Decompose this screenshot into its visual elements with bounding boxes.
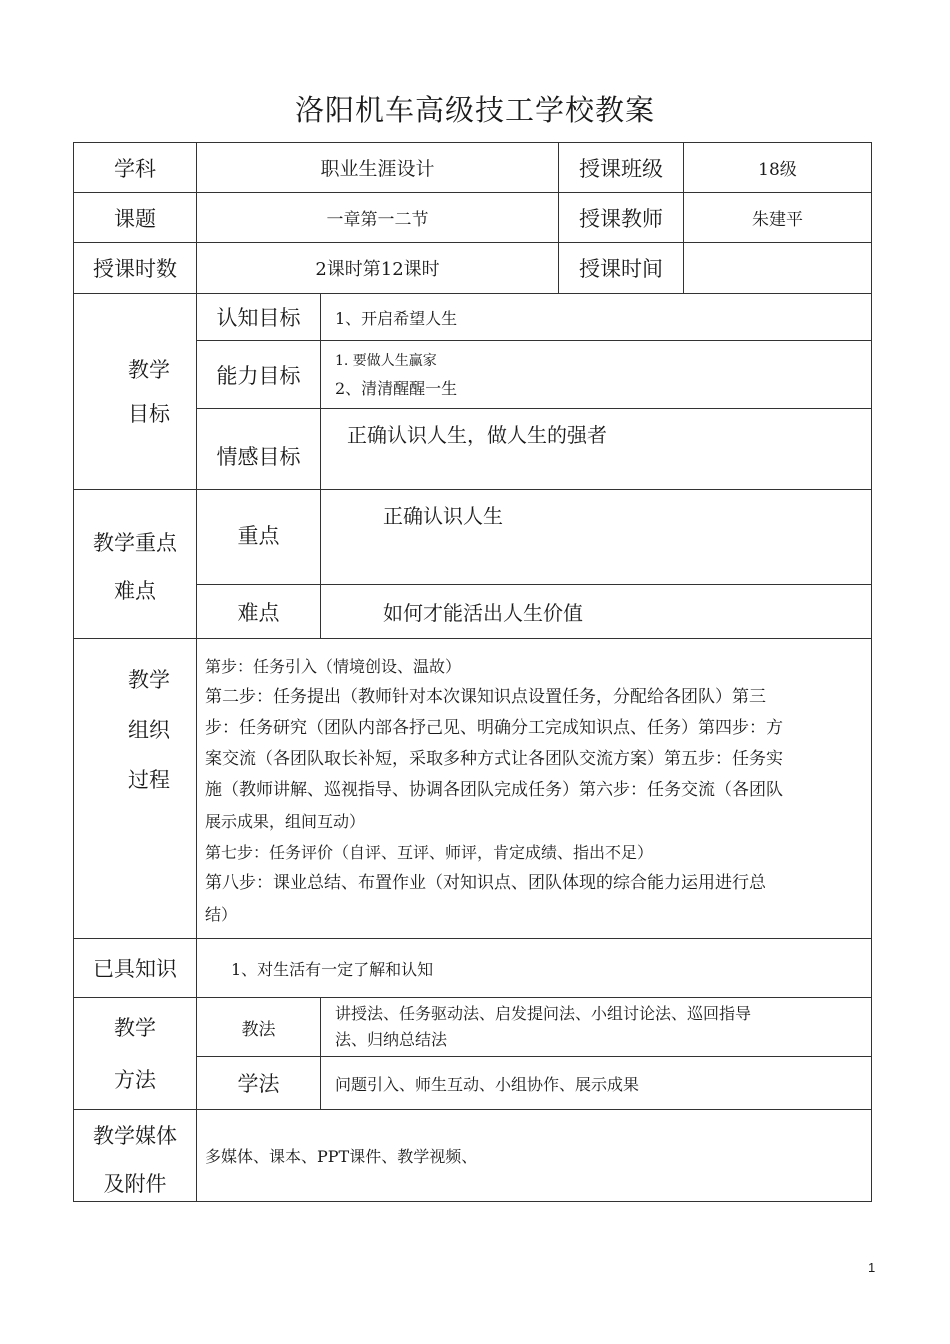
key-value: 正确认识人生 [320, 489, 872, 585]
methods-group-label: 教学 方法 [73, 997, 197, 1110]
process-content [196, 638, 872, 939]
subject-label: 学科 [73, 142, 197, 193]
time-value [683, 242, 872, 294]
process-line: 第二步：任务提出（教师针对本次课知识点设置任务，分配给各团队）第三 [205, 687, 766, 707]
media-label: 教学媒体 及附件 [73, 1109, 197, 1202]
page-number: 1 [868, 1260, 876, 1275]
teacher-value: 朱建平 [683, 192, 872, 243]
learn-label: 学法 [196, 1056, 321, 1110]
cognitive-label: 认知目标 [196, 293, 321, 341]
process-line: 展示成果，组间互动） [205, 812, 366, 831]
topic-value: 一章第一二节 [196, 192, 559, 243]
hours-label: 授课时数 [73, 242, 197, 294]
topic-label: 课题 [73, 192, 197, 243]
knowledge-value: 1、对生活有一定了解和认知 [196, 938, 872, 998]
difficult-label: 难点 [196, 584, 321, 639]
process-line: 步：任务研究（团队内部各抒己见、明确分工完成知识点、任务）第四步：方 [205, 718, 783, 738]
process-line: 第八步：课业总结、布置作业（对知识点、团队体现的综合能力运用进行总 [205, 873, 766, 893]
process-group-label: 教学 组织 过程 [73, 638, 197, 939]
process-line: 第步：任务引入（情境创设、温故） [205, 657, 462, 676]
emotion-value: 正确认识人生，做人生的强者 [320, 408, 872, 490]
process-line: 结） [205, 905, 238, 924]
knowledge-label: 已具知识 [73, 938, 197, 998]
emotion-label: 情感目标 [196, 408, 321, 490]
learn-value: 问题引入、师生互动、小组协作、展示成果 [320, 1056, 872, 1110]
process-line: 第七步：任务评价（自评、互评、师评，肯定成绩、指出不足） [205, 843, 654, 862]
cognitive-value: 1、开启希望人生 [320, 293, 872, 341]
teach-value: 讲授法、任务驱动法、启发提问法、小组讨论法、巡回指导 法、归纳总结法 [320, 997, 872, 1057]
media-value: 多媒体、课本、PPT课件、教学视频、 [196, 1109, 872, 1202]
document-title: 洛阳机车高级技工学校教案 [294, 93, 655, 127]
difficult-value: 如何才能活出人生价值 [320, 584, 872, 639]
key-label: 重点 [196, 489, 321, 585]
subject-value: 职业生涯设计 [196, 142, 559, 193]
teach-label: 教法 [196, 997, 321, 1057]
ability-value: 1. 要做人生赢家 2、清清醒醒一生 [320, 340, 872, 409]
process-line: 案交流（各团队取长补短，采取多种方式让各团队交流方案）第五步：任务实 [205, 749, 783, 769]
teacher-label: 授课教师 [558, 192, 684, 243]
hours-value: 2课时第12课时 [196, 242, 559, 294]
time-label: 授课时间 [558, 242, 684, 294]
ability-label: 能力目标 [196, 340, 321, 409]
process-line: 施（教师讲解、巡视指导、协调各团队完成任务）第六步：任务交流（各团队 [205, 780, 783, 800]
objectives-group-label: 教学 目标 [73, 293, 197, 490]
class-label: 授课班级 [558, 142, 684, 193]
keypoints-group-label: 教学重点 难点 [73, 489, 197, 639]
class-value: 18级 [683, 142, 872, 193]
